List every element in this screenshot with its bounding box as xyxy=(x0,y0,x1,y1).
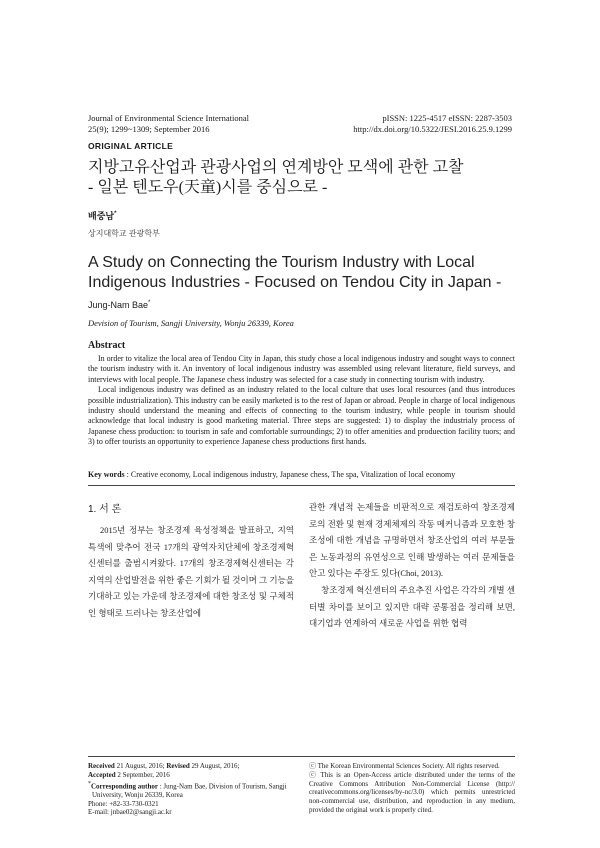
intro-paragraph-2: 창조경제 혁신센터의 주요추진 사업은 각각의 개별 센터별 차이를 보이고 있지만 대략 공통점을 정리해 보면, 대기업과 연계하여 새로운 사업을 위한 협력 xyxy=(309,584,515,629)
keywords-label: Key words xyxy=(88,470,125,479)
english-author-mark: * xyxy=(148,300,151,306)
corresponding-address: University, Wonju 26339, Korea xyxy=(92,790,183,799)
corresponding-author: *Corresponding author : Jung-Nam Bae, Division of Tourism, Sangji xyxy=(88,780,287,790)
english-title xyxy=(88,253,528,293)
body-column-right xyxy=(309,499,515,632)
korean-author xyxy=(88,209,116,222)
accepted-line: Accepted 2 September, 2016 xyxy=(88,770,170,779)
footnote-license xyxy=(309,762,515,815)
intro-paragraph-continued: 관한 개념적 논제들을 비판적으로 재검토하여 창조경제로의 전환 및 현재 경제체제의 작동 메커니즘과 모호한 창조성에 대한 개념을 규명하면서 창조산업의 여러 부문들은 노동과정의 유연성으로 인해 발생하는 여러 문제들을 안고 있다는 주장도 있다(Choi, 2013). xyxy=(309,502,515,579)
english-title-line2: Indigenous Industries - Focused on Tendou City in Japan - xyxy=(88,274,502,291)
article-type: ORIGINAL ARTICLE xyxy=(88,141,174,151)
footnote-received xyxy=(88,762,294,817)
email-link[interactable]: E-mail: jnbae02@sangji.ac.kr xyxy=(88,808,172,817)
abstract-body xyxy=(88,354,515,448)
journal-header-right xyxy=(353,113,512,135)
journal-issue: 25(9); 1299~1309; September 2016 xyxy=(88,124,210,134)
english-author-name: Jung-Nam Bae xyxy=(88,300,149,310)
issn: pISSN: 1225-4517 eISSN: 2287-3503 xyxy=(382,113,512,123)
abstract-heading: Abstract xyxy=(88,340,126,351)
journal-header-left xyxy=(88,113,249,135)
english-affiliation: Devision of Tourism, Sangji University, Wonju 26339, Korea xyxy=(88,318,294,328)
keywords-divider xyxy=(88,485,515,486)
body-column-left xyxy=(88,522,294,622)
korean-author-mark: * xyxy=(114,211,117,217)
license-notice: ⓒ This is an Open-Access article distributed under the terms of the Creative Commons Attribution Non-Commercial License (http:// creativecommons.org/licenses/by-nc/3.0) which permits unrestricted non-commercial use, distribution, and reproduction in any medium, provided the original work is properly cited. xyxy=(309,770,515,814)
doi-link[interactable]: http://dx.doi.org/10.5322/JESI.2016.25.9.1299 xyxy=(353,124,512,134)
keywords xyxy=(88,470,515,480)
korean-title xyxy=(88,158,528,198)
footnote-divider xyxy=(88,756,515,757)
abstract-paragraph-2: Local indigenous industry was defined as an industry related to the local culture that uses local resources (and thus introduces possible industrialization). This industry can be easily marketed is to the rest of Japan or abroad. People in charge of local indigenous industry should understand the meaning and effects of connecting to the tourism industry, while people in tourism should acknowledge that local industry is good marketing material. Three steps are suggested: 1) to display the industrialy process of Japanese chess production: to tourism in safe and comfortable surroundings; 2) to offer amenities and produection facility tuors; and 3) to offer tourists an opportunity to experience Japanese chess productions first hands. xyxy=(88,385,515,447)
english-title-line1: A Study on Connecting the Tourism Industry with Local xyxy=(88,254,475,271)
abstract-paragraph-1: In order to vitalize the local area of Tendou City in Japan, this study chose a local indigenous industry and sought ways to connect the tourism industry with it. An inventory of local indigenous industry was assembled using relevant literature, field surveys, and interviews with local people. The Japanese chess industry was selected for a case study in connecting tourism with industry. xyxy=(88,354,515,384)
section-heading-introduction: 1. 서 론 xyxy=(88,504,122,515)
intro-paragraph-1: 2015년 정부는 창조경제 육성정책을 발표하고, 지역 특색에 맞추어 전국 17개의 광역자치단체에 창조경제혁신센터를 출범시켜왔다. 17개의 창조경제혁신센터는 각 지역의 산업발전을 위한 좋은 기회가 될 것이며 그 기능을 기대하고 있는 가운데 창조경제에 대한 창조성 및 구체적인 형태로 드러나는 창조산업에 xyxy=(88,525,294,618)
korean-title-line2: - 일본 텐도우(天童)시를 중심으로 - xyxy=(88,179,328,196)
journal-name: Journal of Environmental Science International xyxy=(88,113,249,123)
keywords-text: : Creative economy, Local indigenous industry, Japanese chess, The spa, Vitalization of local economy xyxy=(124,470,456,479)
korean-affiliation: 상지대학교 관광학부 xyxy=(88,229,160,238)
korean-title-line1: 지방고유산업과 관광사업의 연계방안 모색에 관한 고찰 xyxy=(88,159,464,176)
english-author xyxy=(88,300,150,310)
korean-author-name: 배중남 xyxy=(88,211,115,221)
copyright-notice: ⓒ The Korean Environmental Sciences Society. All rights reserved. xyxy=(309,762,500,770)
phone: Phone: +82-33-730-0321 xyxy=(88,799,159,808)
received-line: Received 21 August, 2016; Revised 29 August, 2016; xyxy=(88,762,240,770)
